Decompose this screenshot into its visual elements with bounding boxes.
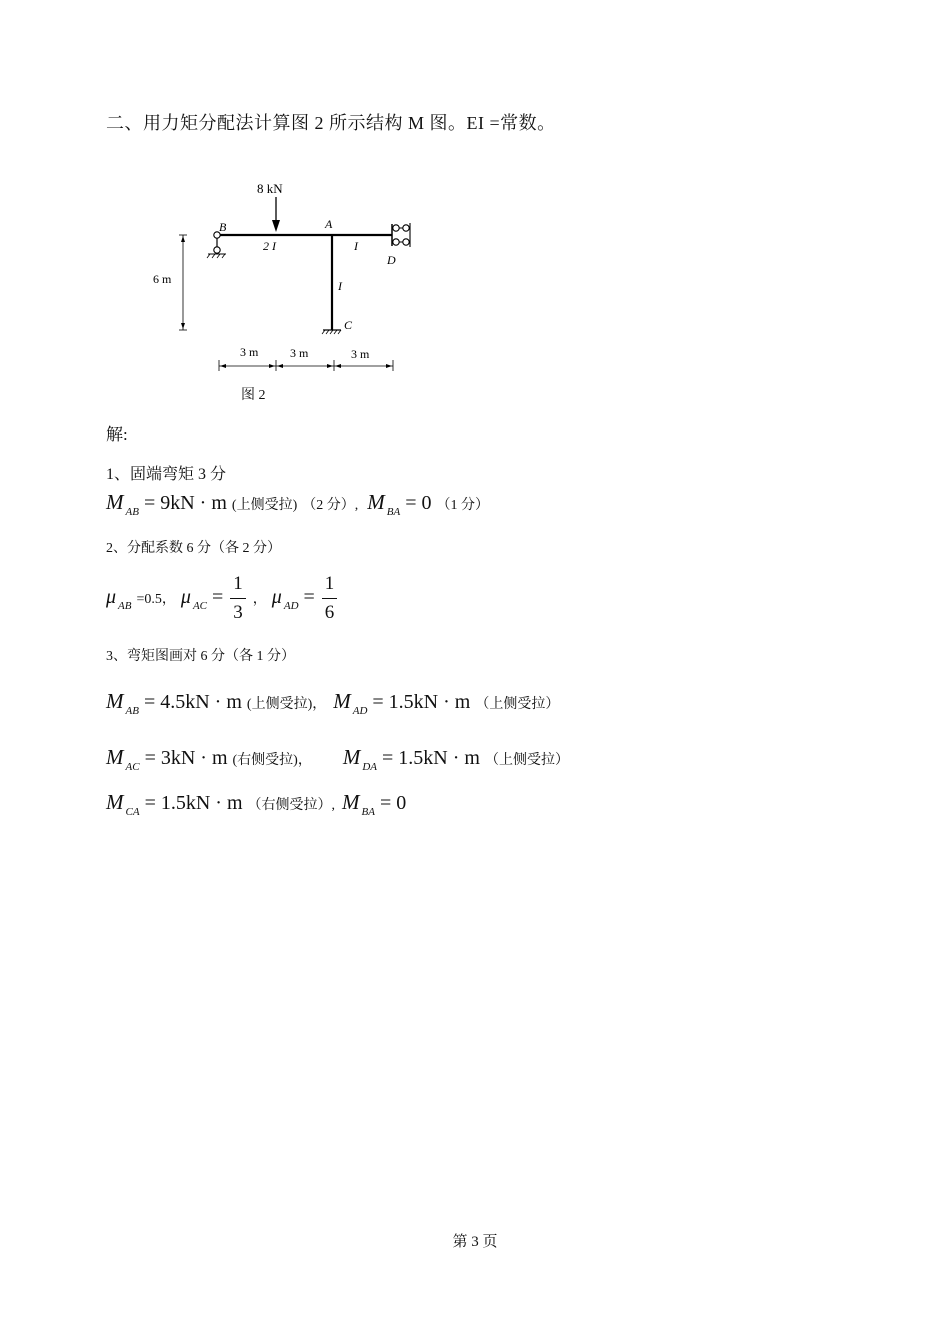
support-d <box>392 223 410 247</box>
member-ad-label: I <box>354 239 358 253</box>
m1-score: （2 分）, <box>302 498 359 513</box>
step1-heading: 1、固端弯矩 3 分 <box>106 466 227 483</box>
mu2-fraction: $\frac{1}{3}$ <box>230 570 246 627</box>
m2-score: （1 分） <box>436 498 489 513</box>
load-label: 8 kN <box>257 181 283 196</box>
step2-heading: 2、分配系数 6 分（各 2 分） <box>106 541 281 556</box>
m1-value: = 9kN · m <box>143 492 227 514</box>
moment-row-2: M $_{AC}$ = 3kN · m (右侧受拉)， M $_{DA}$ = 1.5kN · m （上侧受拉） <box>106 745 569 773</box>
moment-row-1: M $_{AB}$ = 4.5kN · m (上侧受拉)， M $_{AD}$ = 1.5kN · m （上侧受拉） <box>106 689 560 717</box>
distribution-factors: μ $_{AB}$ =0.5， μ $_{AC}$ = $\frac{1}{3}$ ， μ $_{AD}$ = $\frac{1}{6}$ <box>106 570 339 627</box>
mu1-value: =0.5， <box>136 592 176 608</box>
node-b-label: B <box>219 220 227 234</box>
fixed-end-moments: M $_{AB}$ = 9kN · m (上侧受拉) （2 分）, M $_{BA}$ = 0 （1 分） <box>106 490 489 518</box>
solution-label: 解: <box>106 425 128 444</box>
mu2-sub: AC <box>192 600 208 613</box>
question-text: 二、用力矩分配法计算图 2 所示结构 M 图。EI =常数。 <box>106 113 556 133</box>
span-2-label: 3 m <box>290 346 309 360</box>
mu3-sub: AD <box>283 600 299 613</box>
node-a-label: A <box>325 217 333 231</box>
height-label: 6 m <box>153 272 172 286</box>
structure-diagram <box>140 170 440 410</box>
span-1-label: 3 m <box>240 345 259 359</box>
figure-caption: 图 2 <box>241 388 266 403</box>
page-number: 第 3 页 <box>452 1234 498 1250</box>
m1-sub: AB <box>125 506 139 518</box>
moment-row-3: M $_{CA}$ = 1.5kN · m （右侧受拉）, M $_{BA}$ = 0 <box>106 790 407 818</box>
m1-note: (上侧受拉) <box>231 498 298 513</box>
m2-value: = 0 <box>405 492 432 514</box>
support-c <box>322 330 341 334</box>
mu1-sub: AB <box>118 600 132 613</box>
step3-heading: 3、弯矩图画对 6 分（各 1 分） <box>106 649 295 664</box>
mu2-eq: = <box>212 586 224 609</box>
member-ba-label: 2 I <box>263 239 276 253</box>
m2-sub: BA <box>386 506 401 518</box>
mu3-eq: = <box>303 586 315 609</box>
node-d-label: D <box>387 253 396 267</box>
mu3-fraction: $\frac{1}{6}$ <box>322 570 338 627</box>
load-arrowhead <box>272 220 280 232</box>
span-3-label: 3 m <box>351 347 370 361</box>
member-ac-label: I <box>338 279 342 293</box>
mu-separator: ， <box>252 592 267 608</box>
node-c-label: C <box>344 318 353 332</box>
